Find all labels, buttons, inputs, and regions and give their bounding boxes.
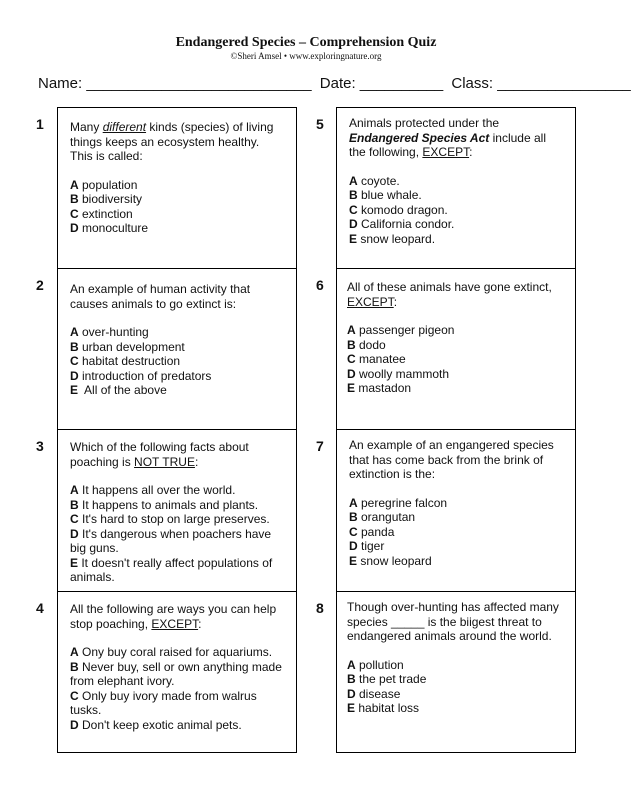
- answer-option[interactable]: A over-hunting: [70, 325, 149, 339]
- question-number: 7: [316, 438, 324, 454]
- answer-option[interactable]: B Never buy, sell or own anything made from elephant ivory.: [70, 659, 282, 688]
- class-field-label[interactable]: Class: ________________: [451, 75, 631, 92]
- answer-option[interactable]: A passenger pigeon: [347, 323, 455, 337]
- answer-option[interactable]: C extinction: [70, 206, 133, 221]
- answer-option[interactable]: C panda: [349, 524, 395, 539]
- page-title: Endangered Species – Comprehension Quiz: [175, 35, 437, 50]
- question-number: 5: [316, 116, 324, 132]
- question-5: [349, 116, 565, 246]
- name-field-label[interactable]: Name: ___________________________: [38, 75, 312, 92]
- question-8: [347, 600, 565, 716]
- question-stem: All of these animals have gone extinct, EXCEPT:: [347, 280, 552, 309]
- student-info-line: [38, 75, 631, 92]
- answer-option[interactable]: C komodo dragon.: [349, 202, 448, 217]
- answer-option[interactable]: B dodo: [347, 337, 386, 352]
- answer-option[interactable]: E It doesn't really affect populations of animals.: [70, 555, 273, 584]
- answer-option[interactable]: E mastadon: [347, 381, 412, 395]
- answer-option[interactable]: B the pet trade: [347, 672, 427, 686]
- answer-option[interactable]: B orangutan: [349, 510, 416, 524]
- credit-line: ©Sheri Amsel • www.exploringnature.org: [230, 51, 382, 61]
- answer-option[interactable]: E snow leopard.: [349, 231, 436, 246]
- question-stem: Though over-hunting has affected many species _____ is the biigest threat to endangered animals around the world.: [347, 600, 559, 643]
- answer-option[interactable]: D monoculture: [70, 221, 149, 235]
- question-stem: Which of the following facts about poaching is NOT TRUE:: [70, 440, 249, 469]
- date-field-label[interactable]: Date: __________: [319, 75, 444, 92]
- question-6: [347, 280, 563, 396]
- answer-option[interactable]: A peregrine falcon: [349, 495, 448, 510]
- answer-option[interactable]: A It happens all over the world.: [70, 483, 236, 497]
- answer-option[interactable]: E habitat loss: [347, 701, 420, 715]
- answer-option[interactable]: B It happens to animals and plants.: [70, 497, 259, 512]
- question-1: [70, 120, 284, 236]
- question-stem: An example of an engangered species that has come back from the brink of extinction is the:: [349, 438, 554, 481]
- answer-option[interactable]: A population: [70, 177, 138, 192]
- answer-option[interactable]: C habitat destruction: [70, 354, 181, 368]
- answer-option[interactable]: C Only buy ivory made from walrus tusks.: [70, 688, 257, 717]
- question-number: 2: [36, 277, 44, 293]
- question-number: 3: [36, 438, 44, 454]
- answer-option[interactable]: A coyote.: [349, 173, 400, 188]
- answer-option[interactable]: C manatee: [347, 352, 406, 366]
- question-stem: Many different kinds (species) of living things keeps an ecosystem healthy. This is called:: [70, 120, 274, 163]
- question-2: [70, 282, 284, 398]
- answer-option[interactable]: D disease: [347, 686, 401, 701]
- question-4: [70, 602, 286, 732]
- question-number: 8: [316, 600, 324, 616]
- answer-option[interactable]: D introduction of predators: [70, 368, 212, 383]
- answer-option[interactable]: C It's hard to stop on large preserves.: [70, 512, 270, 526]
- question-3: [70, 440, 284, 585]
- question-stem: Animals protected under the Endangered Species Act include all the following, EXCEPT:: [349, 116, 546, 159]
- question-stem: All the following are ways you can help stop poaching, EXCEPT:: [70, 602, 277, 631]
- answer-option[interactable]: B biodiversity: [70, 192, 143, 206]
- question-number: 4: [36, 600, 44, 616]
- answer-option[interactable]: D Don't keep exotic animal pets.: [70, 717, 242, 732]
- answer-option[interactable]: A pollution: [347, 657, 404, 672]
- answer-option[interactable]: D tiger: [349, 539, 385, 553]
- answer-option[interactable]: A Ony buy coral raised for aquariums.: [70, 645, 273, 659]
- question-number: 1: [36, 116, 44, 132]
- answer-option[interactable]: E snow leopard: [349, 553, 432, 568]
- answer-option[interactable]: D California condor.: [349, 217, 455, 231]
- answer-option[interactable]: D woolly mammoth: [347, 366, 450, 381]
- question-stem: An example of human activity that causes animals to go extinct is:: [70, 282, 251, 311]
- answer-option[interactable]: B blue whale.: [349, 188, 422, 202]
- answer-option[interactable]: B urban development: [70, 339, 185, 354]
- answer-option[interactable]: D It's dangerous when poachers have big guns.: [70, 526, 272, 555]
- question-7: [349, 438, 565, 568]
- answer-option[interactable]: E All of the above: [70, 383, 167, 397]
- question-number: 6: [316, 277, 324, 293]
